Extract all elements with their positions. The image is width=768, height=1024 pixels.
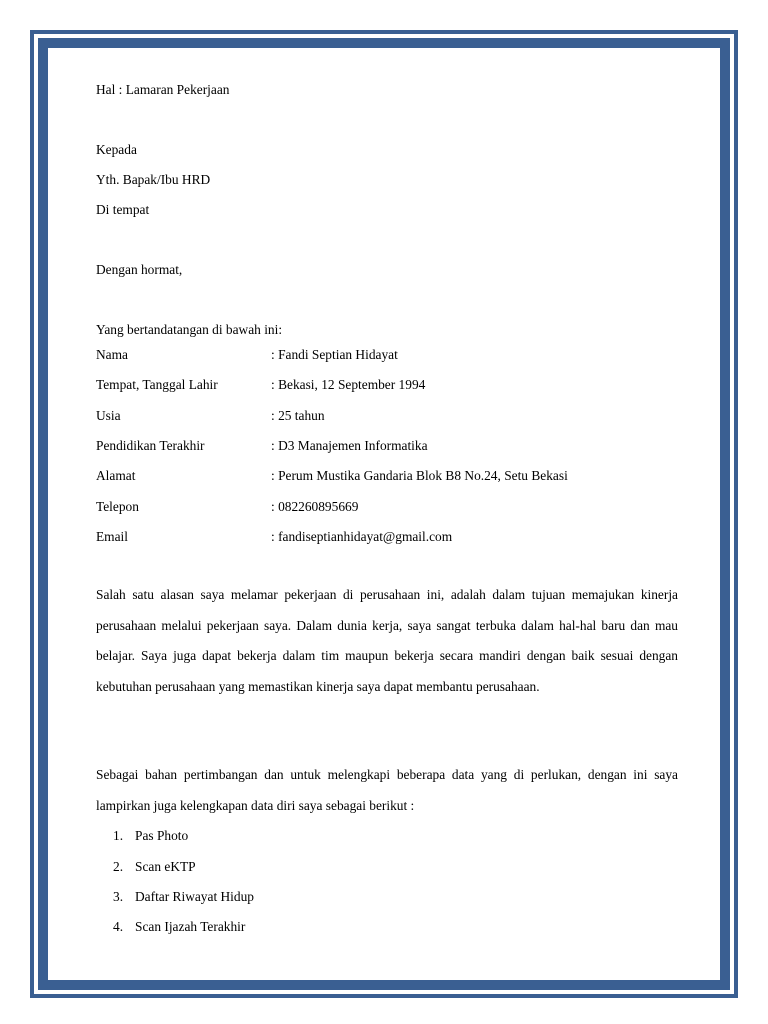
field-label: Nama bbox=[96, 347, 128, 363]
list-number: 2. bbox=[113, 858, 124, 874]
field-value: : Fandi Septian Hidayat bbox=[271, 347, 398, 363]
personal-row-email bbox=[96, 522, 678, 552]
list-text: Pas Photo bbox=[135, 828, 189, 844]
field-value: : D3 Manajemen Informatika bbox=[271, 438, 428, 454]
field-value: : fandiseptianhidayat@gmail.com bbox=[271, 528, 453, 544]
personal-row-education bbox=[96, 431, 678, 461]
list-text: Scan Ijazah Terakhir bbox=[135, 919, 246, 935]
field-label: Tempat, Tanggal Lahir bbox=[96, 377, 218, 393]
personal-data-table bbox=[96, 340, 678, 552]
list-number: 1. bbox=[113, 828, 124, 844]
recipient-line-1: Kepada bbox=[96, 142, 137, 157]
field-label: Telepon bbox=[96, 498, 139, 514]
personal-row-birth bbox=[96, 370, 678, 400]
list-item bbox=[96, 912, 678, 942]
letter-body bbox=[96, 80, 678, 942]
list-item bbox=[96, 851, 678, 881]
attachment-list bbox=[96, 821, 678, 942]
field-value: : 25 tahun bbox=[271, 407, 325, 423]
field-label: Pendidikan Terakhir bbox=[96, 438, 205, 454]
personal-row-age bbox=[96, 401, 678, 431]
field-value: : Perum Mustika Gandaria Blok B8 No.24, Setu Bekasi bbox=[271, 468, 568, 484]
field-label: Email bbox=[96, 528, 128, 544]
field-label: Usia bbox=[96, 407, 121, 423]
paragraph-attachments-intro: Sebagai bahan pertimbangan dan untuk melengkapi beberapa data yang di perlukan, dengan ini saya lampirkan juga kelengkapan data diri saya sebagai berikut : bbox=[96, 767, 678, 813]
list-number: 4. bbox=[113, 919, 124, 935]
paragraph-motivation: Salah satu alasan saya melamar pekerjaan di perusahaan ini, adalah dalam tujuan memajukan kinerja perusahaan melalui pekerjaan saya. Dalam dunia kerja, saya sangat terbuka dalam hal-hal baru dan mau belajar. Saya juga dapat bekerja dalam tim maupun bekerja secara mandiri dengan baik sesuai dengan kebutuhan perusahaan yang memastikan kinerja saya dapat membantu perusahaan. bbox=[96, 587, 678, 694]
list-number: 3. bbox=[113, 888, 124, 904]
personal-row-phone bbox=[96, 491, 678, 521]
field-value: : 082260895669 bbox=[271, 498, 359, 514]
subject-line: Hal : Lamaran Pekerjaan bbox=[96, 82, 230, 97]
personal-row-name bbox=[96, 340, 678, 370]
personal-row-address bbox=[96, 461, 678, 491]
recipient-line-3: Di tempat bbox=[96, 202, 150, 217]
list-item bbox=[96, 882, 678, 912]
intro-line: Yang bertandatangan di bawah ini: bbox=[96, 322, 283, 337]
list-item bbox=[96, 821, 678, 851]
field-value: : Bekasi, 12 September 1994 bbox=[271, 377, 426, 393]
list-text: Scan eKTP bbox=[135, 858, 196, 874]
greeting: Dengan hormat, bbox=[96, 262, 183, 277]
recipient-line-2: Yth. Bapak/Ibu HRD bbox=[96, 172, 211, 187]
list-text: Daftar Riwayat Hidup bbox=[135, 888, 254, 904]
field-label: Alamat bbox=[96, 468, 136, 484]
